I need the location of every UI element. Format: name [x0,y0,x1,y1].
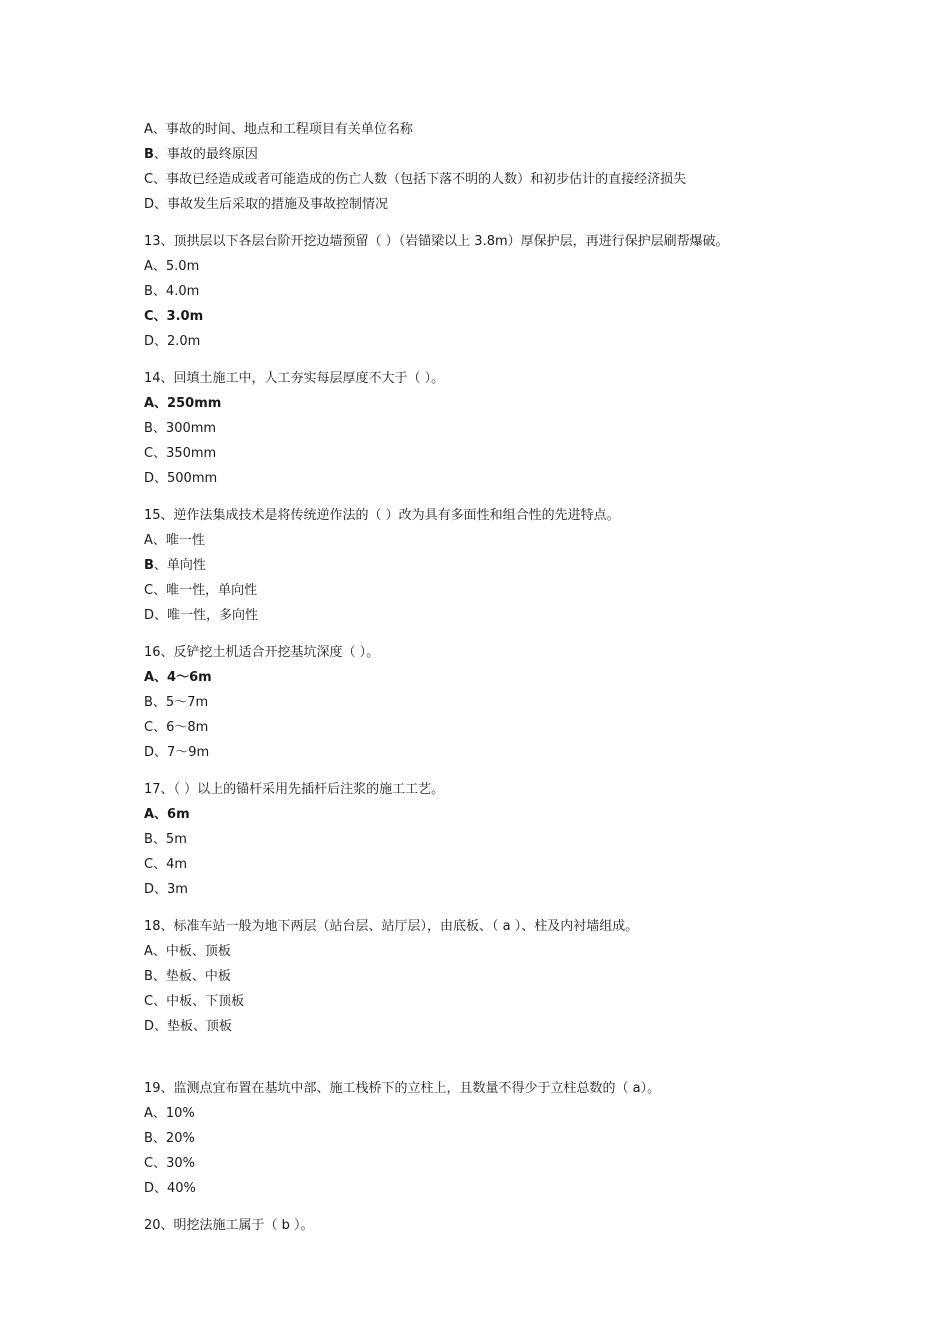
q19-option-b: B、20% [144,1131,195,1146]
q16-option-b: B、5～7m [144,695,209,710]
q14-option-b: B、300mm [144,421,217,436]
q16-option-a: A、4～6m [144,670,212,685]
question-12-options [144,117,844,217]
q15-option-b-text: 、单向性 [153,558,206,573]
q12-option-d: D、事故发生后采取的措施及事故控制情况 [144,197,389,212]
q15-option-b [144,553,844,578]
question-20 [144,1213,844,1238]
q18-text: 18、标准车站一般为地下两层（站台层、站厅层），由底板、（ a ）、柱及内衬墙组成。 [144,919,639,934]
q19-option-a: A、10% [144,1106,195,1121]
q15-text: 15、逆作法集成技术是将传统逆作法的（ ）改为具有多面性和组合性的先进特点。 [144,508,620,523]
q12-option-b [144,142,844,167]
question-16 [144,640,844,765]
q18-option-b: B、垫板、中板 [144,969,231,984]
question-14 [144,366,844,491]
q15-option-a: A、唯一性 [144,533,205,548]
question-19 [144,1076,844,1201]
q17-text: 17、（ ）以上的锚杆采用先插杆后注浆的施工工艺。 [144,782,445,797]
q18-option-c: C、中板、下顶板 [144,994,245,1009]
q13-option-b: B、4.0m [144,284,200,299]
q16-option-d: D、7～9m [144,745,210,760]
q15-option-c: C、唯一性，单向性 [144,583,258,598]
question-17 [144,777,844,902]
q19-option-c: C、30% [144,1156,195,1171]
q19-text: 19、监测点宜布置在基坑中部、施工栈桥下的立柱上，且数量不得少于立柱总数的（ a）。 [144,1081,661,1096]
q14-option-a: A、250mm [144,396,222,411]
q14-text: 14、回填土施工中，人工夯实每层厚度不大于（ ）。 [144,371,445,386]
q17-option-c: C、4m [144,857,188,872]
q12-option-a: A、事故的时间、地点和工程项目有关单位名称 [144,122,413,137]
q12-option-b-text: 、事故的最终原因 [153,147,258,162]
q13-text: 13、顶拱层以下各层台阶开挖边墙预留（ ）（岩锚梁以上 3.8m）厚保护层，再进行保护层刷帮爆破。 [144,234,729,249]
q17-option-b: B、5m [144,832,187,847]
q13-option-c: C、3.0m [144,309,204,324]
q12-option-c: C、事故已经造成或者可能造成的伤亡人数（包括下落不明的人数）和初步估计的直接经济损失 [144,172,687,187]
q14-option-d: D、500mm [144,471,218,486]
q20-text: 20、明挖法施工属于（ b ）。 [144,1218,314,1233]
q18-option-d: D、垫板、顶板 [144,1019,233,1034]
q19-option-d: D、40% [144,1181,196,1196]
q14-option-c: C、350mm [144,446,217,461]
document-page [144,117,844,1238]
q16-text: 16、反铲挖土机适合开挖基坑深度（ ）。 [144,645,380,660]
q16-option-c: C、6～8m [144,720,209,735]
question-18 [144,914,844,1039]
q13-option-d: D、2.0m [144,334,201,349]
q15-option-d: D、唯一性，多向性 [144,608,259,623]
q15-option-b-letter: B [144,558,154,573]
q18-option-a: A、中板、顶板 [144,944,231,959]
question-15 [144,503,844,628]
q17-option-a: A、6m [144,807,190,822]
q17-option-d: D、3m [144,882,188,897]
q12-option-b-letter: B [144,147,154,162]
question-13 [144,229,844,354]
q13-option-a: A、5.0m [144,259,200,274]
